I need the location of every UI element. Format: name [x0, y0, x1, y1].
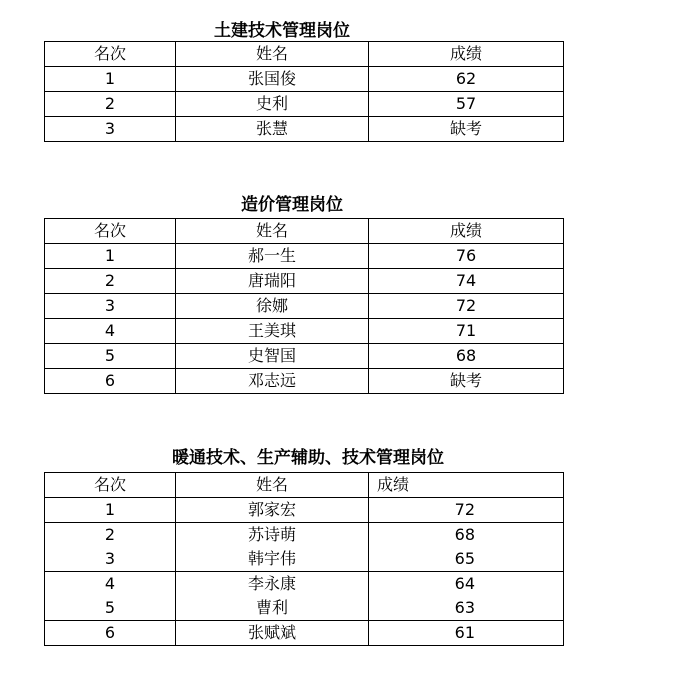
name-cell: 曹利: [176, 596, 369, 621]
score-cell: 57: [369, 92, 564, 117]
rank-cell: 5: [45, 344, 176, 369]
name-cell: 郝一生: [176, 244, 369, 269]
header-rank: 名次: [45, 219, 176, 244]
section-title-tujian: 土建技术管理岗位: [214, 21, 350, 41]
rank-cell: 2: [45, 92, 176, 117]
score-cell: 65: [369, 547, 564, 572]
rank-cell: 4: [45, 319, 176, 344]
score-cell: 62: [369, 67, 564, 92]
name-cell: 韩宇伟: [176, 547, 369, 572]
rank-cell: 2: [45, 269, 176, 294]
header-score: 成绩: [369, 219, 564, 244]
rank-cell: 5: [45, 596, 176, 621]
score-cell: 64: [369, 572, 564, 597]
section-title-zaojia: 造价管理岗位: [241, 195, 343, 215]
table-row: [45, 92, 564, 117]
rank-cell: 6: [45, 369, 176, 394]
rank-cell: 1: [45, 67, 176, 92]
score-cell: 63: [369, 596, 564, 621]
table-row: [45, 269, 564, 294]
table-header-row: [45, 219, 564, 244]
name-cell: 唐瑞阳: [176, 269, 369, 294]
name-cell: 王美琪: [176, 319, 369, 344]
name-cell: 苏诗萌: [176, 523, 369, 548]
rank-cell: 4: [45, 572, 176, 597]
score-cell: 76: [369, 244, 564, 269]
section-title-nuantong: 暖通技术、生产辅助、技术管理岗位: [172, 448, 444, 468]
rank-cell: 1: [45, 244, 176, 269]
score-cell: 缺考: [369, 369, 564, 394]
score-cell: 72: [369, 294, 564, 319]
results-table-tujian: [44, 41, 564, 142]
score-cell: 74: [369, 269, 564, 294]
table-row: [45, 498, 564, 523]
header-rank: 名次: [45, 473, 176, 498]
header-name: 姓名: [176, 473, 369, 498]
name-cell: 张慧: [176, 117, 369, 142]
table-row: [45, 244, 564, 269]
table-row: [45, 319, 564, 344]
header-name: 姓名: [176, 219, 369, 244]
name-cell: 郭家宏: [176, 498, 369, 523]
table-row: [45, 67, 564, 92]
header-name: 姓名: [176, 42, 369, 67]
table-row: [45, 344, 564, 369]
header-rank: 名次: [45, 42, 176, 67]
score-cell: 72: [369, 498, 564, 523]
score-cell: 61: [369, 621, 564, 646]
table-row: [45, 117, 564, 142]
score-cell: 68: [369, 523, 564, 548]
name-cell: 史利: [176, 92, 369, 117]
rank-cell: 3: [45, 117, 176, 142]
rank-cell: 6: [45, 621, 176, 646]
table-row: [45, 596, 564, 621]
header-score: 成绩: [369, 42, 564, 67]
rank-cell: 2: [45, 523, 176, 548]
rank-cell: 1: [45, 498, 176, 523]
table-row: [45, 294, 564, 319]
name-cell: 徐娜: [176, 294, 369, 319]
score-cell: 68: [369, 344, 564, 369]
score-cell: 71: [369, 319, 564, 344]
table-row: [45, 572, 564, 597]
table-row: [45, 369, 564, 394]
name-cell: 史智国: [176, 344, 369, 369]
name-cell: 李永康: [176, 572, 369, 597]
table-row: [45, 621, 564, 646]
rank-cell: 3: [45, 294, 176, 319]
name-cell: 张赋斌: [176, 621, 369, 646]
name-cell: 张国俊: [176, 67, 369, 92]
header-score: 成绩: [369, 473, 564, 498]
table-header-row: [45, 42, 564, 67]
results-table-zaojia: [44, 218, 564, 394]
rank-cell: 3: [45, 547, 176, 572]
table-header-row: [45, 473, 564, 498]
table-row: [45, 523, 564, 548]
name-cell: 邓志远: [176, 369, 369, 394]
results-table-nuantong: [44, 472, 564, 646]
score-cell: 缺考: [369, 117, 564, 142]
table-row: [45, 547, 564, 572]
